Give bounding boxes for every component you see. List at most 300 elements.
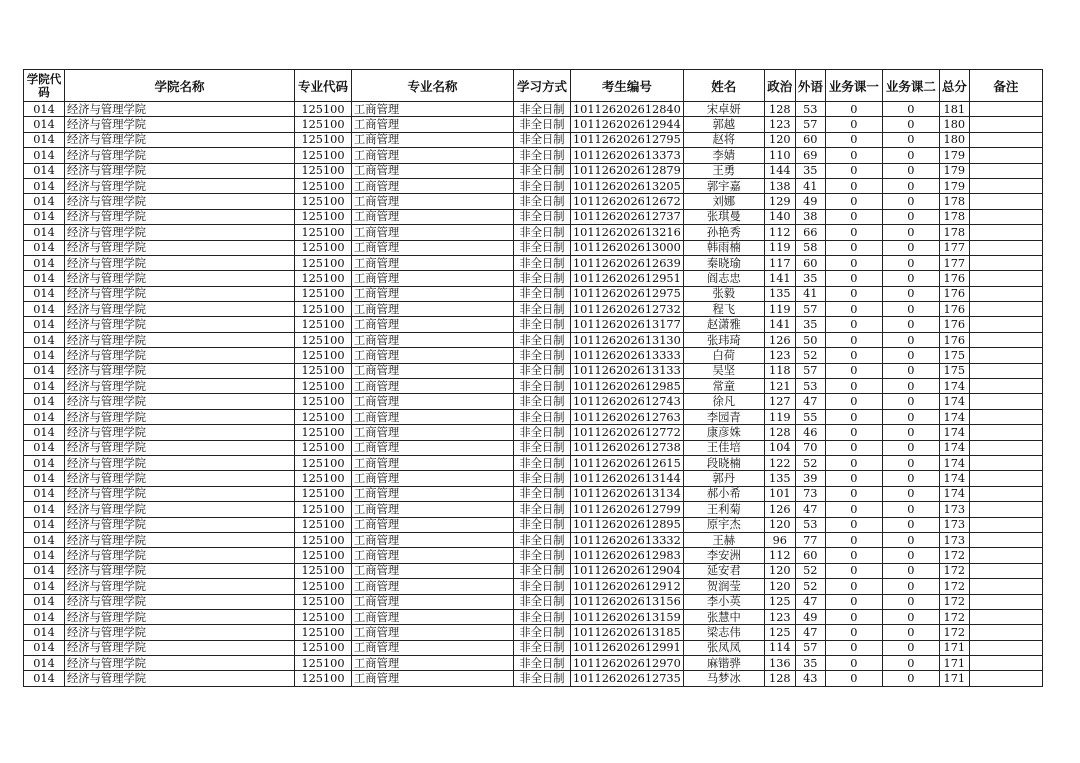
cell-exam-id: 101126202613130 xyxy=(571,332,684,347)
cell-remarks xyxy=(969,532,1042,547)
cell-college-code: 014 xyxy=(24,517,65,532)
cell-college-code: 014 xyxy=(24,640,65,655)
cell-college-name: 经济与管理学院 xyxy=(65,209,295,224)
cell-college-name: 经济与管理学院 xyxy=(65,240,295,255)
cell-remarks xyxy=(969,363,1042,378)
cell-exam-id: 101126202612732 xyxy=(571,302,684,317)
cell-subject2: 0 xyxy=(882,532,939,547)
cell-remarks xyxy=(969,132,1042,147)
cell-subject1: 0 xyxy=(825,563,882,578)
cell-name: 宋卓妍 xyxy=(683,102,764,117)
cell-subject1: 0 xyxy=(825,317,882,332)
cell-college-name: 经济与管理学院 xyxy=(65,394,295,409)
cell-college-code: 014 xyxy=(24,440,65,455)
cell-foreign-lang: 57 xyxy=(795,302,825,317)
cell-major-code: 125100 xyxy=(295,455,352,470)
cell-major-name: 工商管理 xyxy=(352,348,514,363)
cell-major-name: 工商管理 xyxy=(352,625,514,640)
cell-college-code: 014 xyxy=(24,609,65,624)
cell-college-name: 经济与管理学院 xyxy=(65,379,295,394)
cell-college-name: 经济与管理学院 xyxy=(65,255,295,270)
table-row xyxy=(24,640,1043,655)
cell-college-name: 经济与管理学院 xyxy=(65,271,295,286)
cell-remarks xyxy=(969,117,1042,132)
cell-remarks xyxy=(969,471,1042,486)
cell-subject1: 0 xyxy=(825,502,882,517)
cell-college-code: 014 xyxy=(24,117,65,132)
cell-college-code: 014 xyxy=(24,225,65,240)
table-row xyxy=(24,302,1043,317)
header-row xyxy=(24,70,1043,102)
cell-study-mode: 非全日制 xyxy=(514,225,571,240)
cell-remarks xyxy=(969,502,1042,517)
cell-name: 延安君 xyxy=(683,563,764,578)
cell-college-name: 经济与管理学院 xyxy=(65,563,295,578)
cell-study-mode: 非全日制 xyxy=(514,255,571,270)
cell-foreign-lang: 57 xyxy=(795,640,825,655)
cell-major-code: 125100 xyxy=(295,178,352,193)
cell-college-name: 经济与管理学院 xyxy=(65,502,295,517)
cell-subject2: 0 xyxy=(882,163,939,178)
cell-name: 吴坚 xyxy=(683,363,764,378)
cell-major-code: 125100 xyxy=(295,317,352,332)
cell-major-name: 工商管理 xyxy=(352,148,514,163)
cell-remarks xyxy=(969,348,1042,363)
cell-subject2: 0 xyxy=(882,271,939,286)
cell-exam-id: 101126202613332 xyxy=(571,532,684,547)
cell-politics: 136 xyxy=(764,656,795,671)
cell-college-code: 014 xyxy=(24,625,65,640)
cell-politics: 125 xyxy=(764,625,795,640)
cell-name: 孙艳秀 xyxy=(683,225,764,240)
cell-remarks xyxy=(969,656,1042,671)
cell-subject2: 0 xyxy=(882,286,939,301)
cell-subject2: 0 xyxy=(882,348,939,363)
cell-foreign-lang: 35 xyxy=(795,271,825,286)
cell-politics: 120 xyxy=(764,517,795,532)
cell-college-name: 经济与管理学院 xyxy=(65,548,295,563)
table-row xyxy=(24,394,1043,409)
cell-politics: 120 xyxy=(764,563,795,578)
cell-college-code: 014 xyxy=(24,163,65,178)
cell-name: 李园青 xyxy=(683,409,764,424)
cell-name: 张玮琦 xyxy=(683,332,764,347)
cell-subject2: 0 xyxy=(882,579,939,594)
cell-major-name: 工商管理 xyxy=(352,609,514,624)
cell-subject1: 0 xyxy=(825,579,882,594)
cell-total: 172 xyxy=(939,625,969,640)
cell-major-code: 125100 xyxy=(295,409,352,424)
cell-remarks xyxy=(969,225,1042,240)
cell-subject1: 0 xyxy=(825,548,882,563)
cell-major-code: 125100 xyxy=(295,671,352,686)
cell-exam-id: 101126202612983 xyxy=(571,548,684,563)
cell-subject1: 0 xyxy=(825,117,882,132)
cell-major-name: 工商管理 xyxy=(352,425,514,440)
cell-major-name: 工商管理 xyxy=(352,194,514,209)
cell-college-code: 014 xyxy=(24,286,65,301)
cell-politics: 125 xyxy=(764,594,795,609)
cell-subject1: 0 xyxy=(825,240,882,255)
cell-exam-id: 101126202612975 xyxy=(571,286,684,301)
cell-college-name: 经济与管理学院 xyxy=(65,302,295,317)
cell-subject2: 0 xyxy=(882,117,939,132)
cell-study-mode: 非全日制 xyxy=(514,332,571,347)
cell-college-name: 经济与管理学院 xyxy=(65,163,295,178)
cell-foreign-lang: 52 xyxy=(795,455,825,470)
cell-remarks xyxy=(969,332,1042,347)
cell-exam-id: 101126202612799 xyxy=(571,502,684,517)
cell-foreign-lang: 53 xyxy=(795,517,825,532)
cell-name: 刘娜 xyxy=(683,194,764,209)
cell-foreign-lang: 41 xyxy=(795,286,825,301)
cell-college-code: 014 xyxy=(24,502,65,517)
cell-exam-id: 101126202613333 xyxy=(571,348,684,363)
cell-major-code: 125100 xyxy=(295,563,352,578)
cell-major-name: 工商管理 xyxy=(352,286,514,301)
cell-major-name: 工商管理 xyxy=(352,394,514,409)
cell-total: 172 xyxy=(939,609,969,624)
cell-college-name: 经济与管理学院 xyxy=(65,640,295,655)
cell-foreign-lang: 43 xyxy=(795,671,825,686)
cell-subject2: 0 xyxy=(882,656,939,671)
cell-total: 177 xyxy=(939,240,969,255)
cell-college-code: 014 xyxy=(24,102,65,117)
cell-subject2: 0 xyxy=(882,148,939,163)
cell-remarks xyxy=(969,163,1042,178)
cell-exam-id: 101126202612912 xyxy=(571,579,684,594)
cell-total: 178 xyxy=(939,225,969,240)
cell-exam-id: 101126202613156 xyxy=(571,594,684,609)
cell-total: 174 xyxy=(939,425,969,440)
cell-remarks xyxy=(969,640,1042,655)
cell-remarks xyxy=(969,609,1042,624)
cell-remarks xyxy=(969,317,1042,332)
cell-politics: 128 xyxy=(764,425,795,440)
cell-college-name: 经济与管理学院 xyxy=(65,425,295,440)
cell-foreign-lang: 70 xyxy=(795,440,825,455)
cell-major-code: 125100 xyxy=(295,394,352,409)
cell-name: 郭越 xyxy=(683,117,764,132)
cell-exam-id: 101126202612895 xyxy=(571,517,684,532)
cell-college-name: 经济与管理学院 xyxy=(65,194,295,209)
cell-subject2: 0 xyxy=(882,548,939,563)
header-politics: 政治 xyxy=(764,70,795,102)
cell-subject1: 0 xyxy=(825,671,882,686)
cell-remarks xyxy=(969,209,1042,224)
cell-name: 张琪曼 xyxy=(683,209,764,224)
cell-study-mode: 非全日制 xyxy=(514,240,571,255)
cell-subject2: 0 xyxy=(882,455,939,470)
cell-politics: 101 xyxy=(764,486,795,501)
cell-name: 马梦冰 xyxy=(683,671,764,686)
cell-politics: 104 xyxy=(764,440,795,455)
cell-remarks xyxy=(969,271,1042,286)
cell-exam-id: 101126202613205 xyxy=(571,178,684,193)
cell-college-name: 经济与管理学院 xyxy=(65,579,295,594)
cell-college-code: 014 xyxy=(24,532,65,547)
cell-subject1: 0 xyxy=(825,132,882,147)
cell-major-name: 工商管理 xyxy=(352,240,514,255)
cell-major-code: 125100 xyxy=(295,656,352,671)
table-row xyxy=(24,132,1043,147)
header-subject1: 业务课一 xyxy=(825,70,882,102)
cell-total: 174 xyxy=(939,409,969,424)
cell-foreign-lang: 46 xyxy=(795,425,825,440)
table-row xyxy=(24,271,1043,286)
cell-major-code: 125100 xyxy=(295,102,352,117)
cell-foreign-lang: 53 xyxy=(795,379,825,394)
cell-major-code: 125100 xyxy=(295,348,352,363)
cell-study-mode: 非全日制 xyxy=(514,671,571,686)
cell-subject1: 0 xyxy=(825,286,882,301)
table-row xyxy=(24,548,1043,563)
cell-major-code: 125100 xyxy=(295,594,352,609)
cell-college-code: 014 xyxy=(24,317,65,332)
cell-exam-id: 101126202613133 xyxy=(571,363,684,378)
cell-college-code: 014 xyxy=(24,194,65,209)
cell-college-code: 014 xyxy=(24,486,65,501)
cell-foreign-lang: 35 xyxy=(795,656,825,671)
cell-subject2: 0 xyxy=(882,594,939,609)
table-row xyxy=(24,102,1043,117)
table-row xyxy=(24,671,1043,686)
cell-name: 徐凡 xyxy=(683,394,764,409)
cell-exam-id: 101126202612840 xyxy=(571,102,684,117)
cell-subject1: 0 xyxy=(825,102,882,117)
cell-major-name: 工商管理 xyxy=(352,440,514,455)
table-row xyxy=(24,609,1043,624)
table-row xyxy=(24,440,1043,455)
cell-total: 176 xyxy=(939,332,969,347)
cell-study-mode: 非全日制 xyxy=(514,440,571,455)
cell-major-name: 工商管理 xyxy=(352,363,514,378)
cell-major-name: 工商管理 xyxy=(352,486,514,501)
table-row xyxy=(24,348,1043,363)
cell-name: 张凤凤 xyxy=(683,640,764,655)
cell-college-name: 经济与管理学院 xyxy=(65,517,295,532)
cell-study-mode: 非全日制 xyxy=(514,394,571,409)
cell-total: 173 xyxy=(939,532,969,547)
cell-major-code: 125100 xyxy=(295,532,352,547)
cell-college-code: 014 xyxy=(24,209,65,224)
cell-subject1: 0 xyxy=(825,379,882,394)
table-row xyxy=(24,455,1043,470)
cell-major-code: 125100 xyxy=(295,148,352,163)
cell-subject1: 0 xyxy=(825,225,882,240)
cell-total: 171 xyxy=(939,640,969,655)
cell-remarks xyxy=(969,625,1042,640)
cell-subject2: 0 xyxy=(882,625,939,640)
cell-college-code: 014 xyxy=(24,548,65,563)
cell-major-code: 125100 xyxy=(295,471,352,486)
cell-subject2: 0 xyxy=(882,563,939,578)
cell-major-name: 工商管理 xyxy=(352,255,514,270)
cell-exam-id: 101126202613159 xyxy=(571,609,684,624)
cell-total: 176 xyxy=(939,286,969,301)
cell-politics: 123 xyxy=(764,117,795,132)
cell-subject2: 0 xyxy=(882,640,939,655)
cell-foreign-lang: 58 xyxy=(795,240,825,255)
cell-college-name: 经济与管理学院 xyxy=(65,671,295,686)
cell-exam-id: 101126202612737 xyxy=(571,209,684,224)
cell-remarks xyxy=(969,255,1042,270)
cell-total: 179 xyxy=(939,178,969,193)
table-row xyxy=(24,579,1043,594)
cell-remarks xyxy=(969,394,1042,409)
table-row xyxy=(24,240,1043,255)
cell-major-name: 工商管理 xyxy=(352,532,514,547)
table-row xyxy=(24,409,1043,424)
cell-college-name: 经济与管理学院 xyxy=(65,625,295,640)
cell-name: 赵将 xyxy=(683,132,764,147)
cell-exam-id: 101126202612639 xyxy=(571,255,684,270)
cell-politics: 120 xyxy=(764,132,795,147)
cell-subject2: 0 xyxy=(882,394,939,409)
table-row xyxy=(24,363,1043,378)
cell-name: 王勇 xyxy=(683,163,764,178)
table-row xyxy=(24,209,1043,224)
cell-politics: 126 xyxy=(764,332,795,347)
cell-major-name: 工商管理 xyxy=(352,163,514,178)
cell-study-mode: 非全日制 xyxy=(514,194,571,209)
cell-study-mode: 非全日制 xyxy=(514,594,571,609)
cell-college-name: 经济与管理学院 xyxy=(65,440,295,455)
cell-remarks xyxy=(969,379,1042,394)
header-college-name: 学院名称 xyxy=(65,70,295,102)
cell-remarks xyxy=(969,240,1042,255)
cell-major-code: 125100 xyxy=(295,302,352,317)
cell-remarks xyxy=(969,286,1042,301)
cell-college-name: 经济与管理学院 xyxy=(65,132,295,147)
cell-study-mode: 非全日制 xyxy=(514,656,571,671)
cell-name: 段晓楠 xyxy=(683,455,764,470)
cell-politics: 110 xyxy=(764,148,795,163)
cell-politics: 118 xyxy=(764,363,795,378)
cell-college-code: 014 xyxy=(24,132,65,147)
cell-remarks xyxy=(969,594,1042,609)
cell-major-code: 125100 xyxy=(295,117,352,132)
header-major-name: 专业名称 xyxy=(352,70,514,102)
cell-subject2: 0 xyxy=(882,178,939,193)
cell-study-mode: 非全日制 xyxy=(514,517,571,532)
cell-study-mode: 非全日制 xyxy=(514,502,571,517)
cell-exam-id: 101126202612991 xyxy=(571,640,684,655)
cell-foreign-lang: 60 xyxy=(795,255,825,270)
cell-major-name: 工商管理 xyxy=(352,102,514,117)
cell-major-name: 工商管理 xyxy=(352,594,514,609)
cell-exam-id: 101126202612615 xyxy=(571,455,684,470)
cell-major-code: 125100 xyxy=(295,225,352,240)
cell-foreign-lang: 38 xyxy=(795,209,825,224)
cell-college-name: 经济与管理学院 xyxy=(65,363,295,378)
cell-subject2: 0 xyxy=(882,671,939,686)
table-row xyxy=(24,225,1043,240)
cell-foreign-lang: 73 xyxy=(795,486,825,501)
cell-exam-id: 101126202612738 xyxy=(571,440,684,455)
cell-subject2: 0 xyxy=(882,471,939,486)
cell-politics: 135 xyxy=(764,286,795,301)
cell-foreign-lang: 47 xyxy=(795,625,825,640)
cell-major-code: 125100 xyxy=(295,440,352,455)
cell-study-mode: 非全日制 xyxy=(514,102,571,117)
cell-politics: 114 xyxy=(764,640,795,655)
cell-major-name: 工商管理 xyxy=(352,502,514,517)
cell-college-name: 经济与管理学院 xyxy=(65,225,295,240)
cell-politics: 128 xyxy=(764,671,795,686)
cell-subject2: 0 xyxy=(882,425,939,440)
cell-major-name: 工商管理 xyxy=(352,379,514,394)
cell-total: 172 xyxy=(939,563,969,578)
table-row xyxy=(24,117,1043,132)
table-row xyxy=(24,471,1043,486)
cell-politics: 123 xyxy=(764,609,795,624)
cell-study-mode: 非全日制 xyxy=(514,425,571,440)
cell-total: 174 xyxy=(939,440,969,455)
cell-remarks xyxy=(969,548,1042,563)
cell-subject1: 0 xyxy=(825,609,882,624)
cell-college-name: 经济与管理学院 xyxy=(65,594,295,609)
cell-college-code: 014 xyxy=(24,255,65,270)
cell-subject2: 0 xyxy=(882,332,939,347)
cell-foreign-lang: 35 xyxy=(795,163,825,178)
header-major-code: 专业代码 xyxy=(295,70,352,102)
cell-major-code: 125100 xyxy=(295,548,352,563)
cell-subject1: 0 xyxy=(825,625,882,640)
cell-foreign-lang: 77 xyxy=(795,532,825,547)
table-row xyxy=(24,178,1043,193)
cell-total: 174 xyxy=(939,471,969,486)
cell-subject1: 0 xyxy=(825,471,882,486)
cell-total: 176 xyxy=(939,302,969,317)
cell-college-code: 014 xyxy=(24,240,65,255)
cell-subject2: 0 xyxy=(882,132,939,147)
cell-subject2: 0 xyxy=(882,225,939,240)
cell-major-name: 工商管理 xyxy=(352,317,514,332)
cell-college-name: 经济与管理学院 xyxy=(65,102,295,117)
cell-subject1: 0 xyxy=(825,302,882,317)
cell-major-name: 工商管理 xyxy=(352,471,514,486)
cell-study-mode: 非全日制 xyxy=(514,609,571,624)
cell-major-name: 工商管理 xyxy=(352,640,514,655)
table-row xyxy=(24,532,1043,547)
cell-college-code: 014 xyxy=(24,425,65,440)
cell-college-name: 经济与管理学院 xyxy=(65,348,295,363)
cell-exam-id: 101126202612879 xyxy=(571,163,684,178)
cell-remarks xyxy=(969,409,1042,424)
cell-foreign-lang: 47 xyxy=(795,394,825,409)
cell-subject1: 0 xyxy=(825,640,882,655)
cell-total: 171 xyxy=(939,656,969,671)
cell-college-code: 014 xyxy=(24,471,65,486)
table-row xyxy=(24,148,1043,163)
cell-major-name: 工商管理 xyxy=(352,671,514,686)
cell-study-mode: 非全日制 xyxy=(514,379,571,394)
cell-subject1: 0 xyxy=(825,455,882,470)
table-row xyxy=(24,163,1043,178)
cell-study-mode: 非全日制 xyxy=(514,409,571,424)
cell-name: 赵潇雅 xyxy=(683,317,764,332)
cell-study-mode: 非全日制 xyxy=(514,148,571,163)
cell-college-code: 014 xyxy=(24,271,65,286)
header-name: 姓名 xyxy=(683,70,764,102)
cell-remarks xyxy=(969,486,1042,501)
table-row xyxy=(24,502,1043,517)
cell-college-code: 014 xyxy=(24,409,65,424)
cell-major-code: 125100 xyxy=(295,640,352,655)
cell-subject1: 0 xyxy=(825,486,882,501)
cell-total: 172 xyxy=(939,594,969,609)
